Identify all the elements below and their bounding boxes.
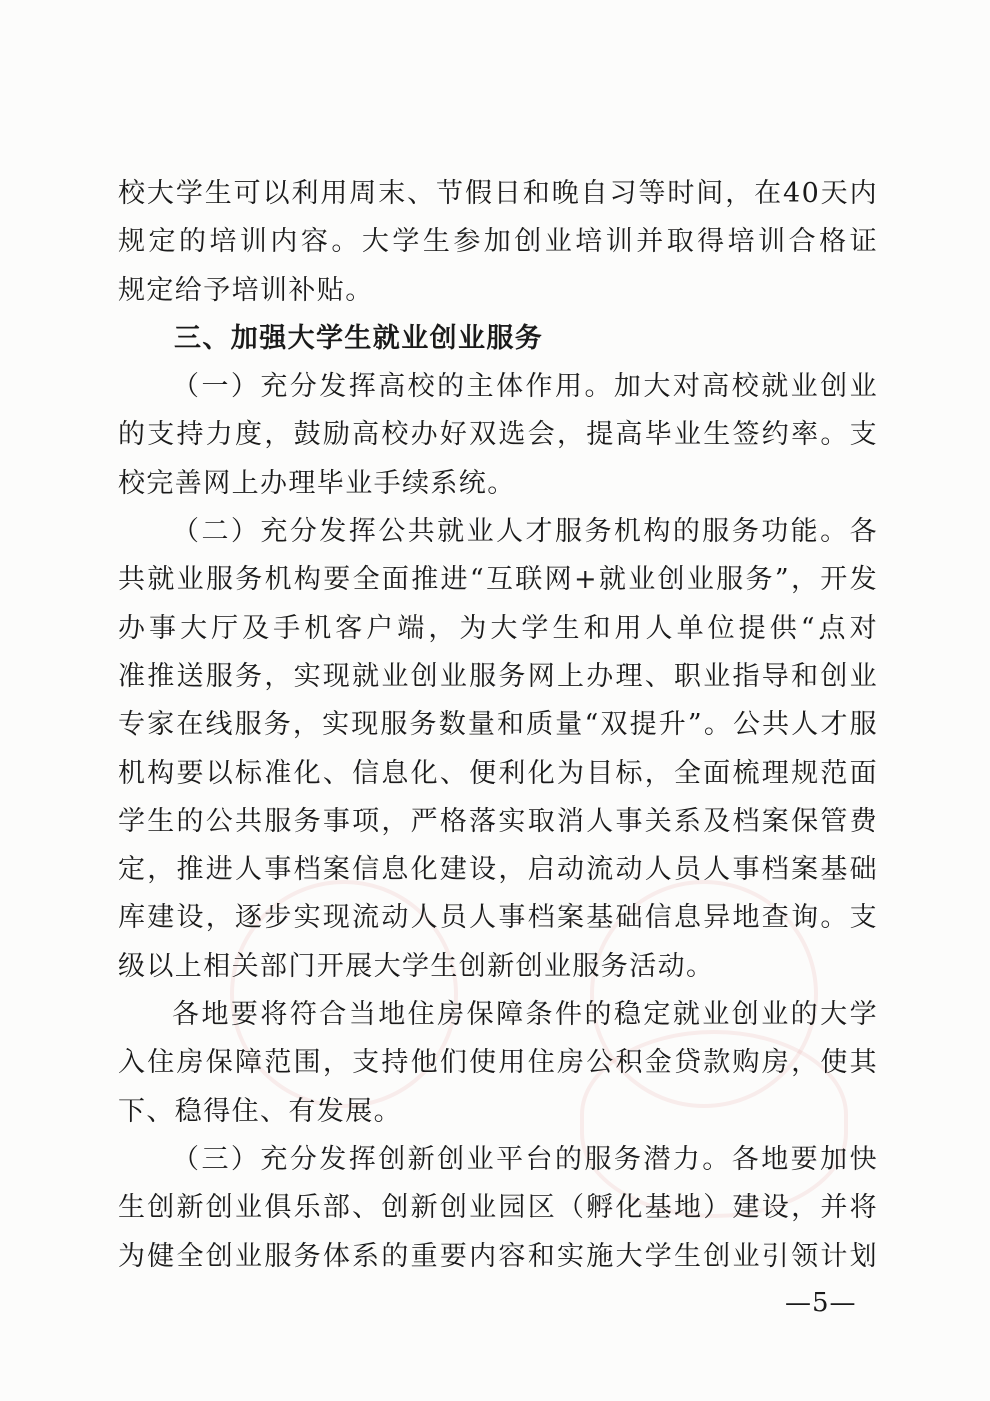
body-line: 生创新创业俱乐部、创新创业园区（孵化基地）建设，并将	[118, 1192, 878, 1224]
body-line: 规定给予培训补贴。	[118, 274, 374, 306]
page-number: —5—	[785, 1288, 857, 1318]
paragraph-start-line: （一）充分发挥高校的主体作用。加大对高校就业创业	[172, 371, 878, 403]
body-line: 办事大厅及手机客户端，为大学生和用人单位提供“点对	[118, 612, 878, 644]
body-line: 学生的公共服务事项，严格落实取消人事关系及档案保管费	[118, 805, 878, 837]
section-heading: 三、加强大学生就业创业服务	[174, 322, 544, 354]
body-line: 级以上相关部门开展大学生创新创业服务活动。	[118, 950, 715, 982]
body-line: 为健全创业服务体系的重要内容和实施大学生创业引领计划	[118, 1240, 878, 1272]
body-line: 定，推进人事档案信息化建设，启动流动人员人事档案基础	[118, 854, 878, 886]
body-line: 入住房保障范围，支持他们使用住房公积金贷款购房，使其	[118, 1047, 878, 1079]
body-line: 共就业服务机构要全面推进“互联网+就业创业服务”，开发	[118, 564, 878, 596]
document-body	[118, 170, 878, 1281]
body-line: 专家在线服务，实现服务数量和质量“双提升”。公共人才服	[118, 709, 878, 741]
body-line: 库建设，逐步实现流动人员人事档案基础信息异地查询。支	[118, 902, 878, 934]
paragraph-start-line: （三）充分发挥创新创业平台的服务潜力。各地要加快	[172, 1143, 878, 1175]
body-line: 准推送服务，实现就业创业服务网上办理、职业指导和创业	[118, 660, 878, 692]
body-line: 的支持力度，鼓励高校办好双选会，提高毕业生签约率。支	[118, 419, 878, 451]
body-line: 规定的培训内容。大学生参加创业培训并取得培训合格证	[118, 226, 878, 258]
body-line: 校完善网上办理毕业手续系统。	[118, 467, 516, 499]
paragraph-start-line: 各地要将符合当地住房保障条件的稳定就业创业的大学	[172, 999, 878, 1031]
body-line: 校大学生可以利用周末、节假日和晚自习等时间，在40天内	[118, 178, 878, 209]
paragraph-start-line: （二）充分发挥公共就业人才服务机构的服务功能。各	[172, 516, 878, 548]
body-line: 下、稳得住、有发展。	[118, 1095, 402, 1127]
body-line: 机构要以标准化、信息化、便利化为目标，全面梳理规范面	[118, 757, 878, 789]
